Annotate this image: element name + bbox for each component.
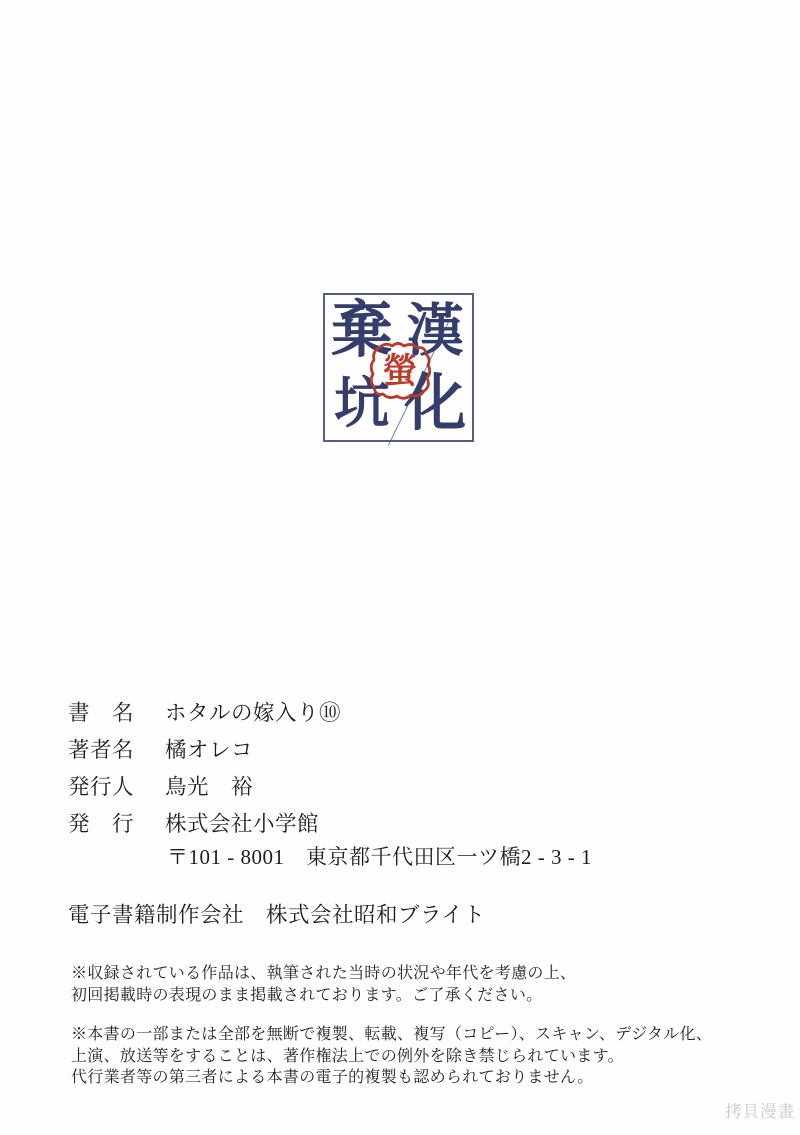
author-value: 橘オレコ [165,738,254,762]
copyright-notice-line-2: 上演、放送等をすることは、著作権法上での例外を除き禁じられています。 [71,1047,624,1065]
copyright-notice-line-1: ※本書の一部または全部を無断で複製、転載、複写（コピー）、スキャン、デジタル化、 [71,1026,713,1043]
colophon-row-publisher-person [68,770,341,807]
title-label: 書 名 [68,701,135,725]
red-seal [369,340,431,402]
publisher-company-value: 株式会社小学館 [165,812,320,836]
colophon-row-title [68,696,341,733]
copyright-notice-line-3: 代行業者等の第三者による本書の電子的複製も認められておりません。 [71,1069,594,1086]
publisher-company-label: 発 行 [68,812,135,836]
corner-watermark: 拷貝漫畫 [725,1102,795,1121]
stamp-char-bottom-left: 坑 [334,373,390,435]
publisher-person-value: 鳥光 裕 [165,775,254,799]
colophon-rows [68,696,341,844]
seal-character: 螢 [382,351,418,391]
stamp-char-top-left: 棄 [330,297,393,366]
copyright-notice [71,1024,712,1089]
colophon-row-publisher-company [68,807,341,844]
title-value: ホタルの嫁入り⑩ [165,701,342,725]
content-notice-line-2: 初回掲載時の表現のまま掲載されております。ご了承ください。 [71,987,543,1004]
content-notice-line-1: ※収録されている作品は、執筆された当時の状況や年代を考慮の上、 [71,965,577,982]
publisher-person-label: 発行人 [68,775,135,799]
stamp-char-bottom-right: 化 [404,369,467,438]
content-notice [71,963,576,1007]
stamp-char-top-right: 漢 [406,299,464,363]
publisher-address: 〒101 - 8001 東京都千代田区一ツ橋2 - 3 - 1 [167,845,592,869]
author-label: 著者名 [68,738,135,762]
ebook-producer: 電子書籍制作会社 株式会社昭和ブライト [68,903,486,927]
colophon-row-author [68,733,341,770]
